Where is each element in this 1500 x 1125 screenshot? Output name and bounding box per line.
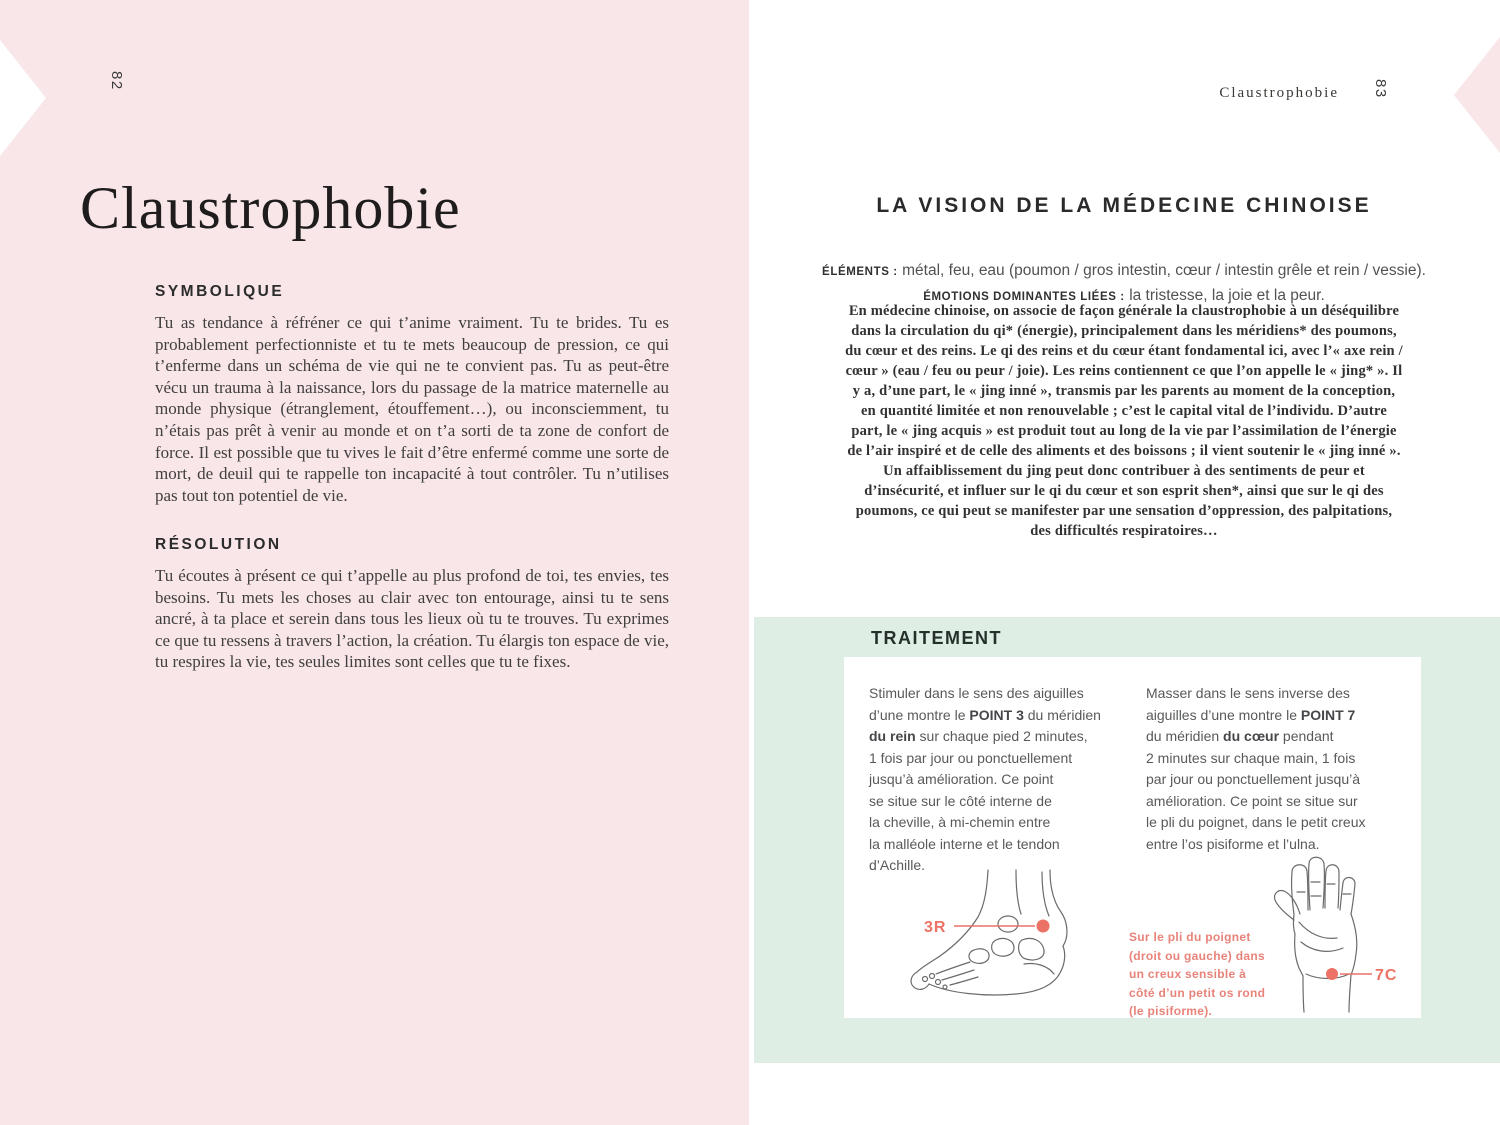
chinese-medicine-paragraph: En médecine chinoise, on associe de façon générale la claustrophobie à un déséquilibre dans la circulation du qi* (énergie), principalement dans les méridiens* des poumons, du cœur et des reins. Le qi des reins et du cœur étant fondamental ici, avec l’« axe rein / cœur » (eau / feu ou peur / joie). Les reins contiennent ce que l’on appelle le « jing* ». Il y a, d’une part, le « jing inné », transmis par les parents au moment de la conception, en quantité limitée et non renouvelable ; c’est le capital vital de l’individu. D’autre part, le « jing acquis » est produit tout au long de la vie par l’assimilation de l’énergie de l’air inspiré et de celle des aliments et des boissons ; il vient soutenir le « jing inné ». Un affaiblissement du jing peut donc contribuer à des sentiments de peur et d’insécurité, et influer sur le qi du cœur et son esprit shen*, ainsi que sur le qi des poumons, ce qui peut se manifester par une sensation d’oppression, des palpitations, des difficultés respiratoires… bbox=[845, 303, 1403, 539]
elements-value: métal, feu, eau (poumon / gros intestin, cœur / intestin grêle et rein / vessie). bbox=[902, 262, 1426, 279]
treatment-left-column: Stimuler dans le sens des aiguilles d’une montre le POINT 3 du méridien du rein sur chaque pied 2 minutes, 1 fois par jour ou ponctuellement jusqu’à amélioration. Ce point se situe sur le côté interne de la cheville, à mi-chemin entre la malléole interne et le tendon d’Achille. bbox=[869, 685, 1101, 873]
page-number-right: 83 bbox=[1372, 79, 1389, 99]
elements-line bbox=[769, 259, 1479, 284]
resolution-heading: RÉSOLUTION bbox=[155, 536, 282, 553]
chinese-medicine-title: LA VISION DE LA MÉDECINE CHINOISE bbox=[876, 194, 1372, 217]
treatment-right-column: Masser dans le sens inverse des aiguilles d’une montre le POINT 7 du méridien du cœur pendant 2 minutes sur chaque main, 1 fois par jour ou ponctuellement jusqu’à amélioration. Ce point se situe sur le pli du poignet, dans le petit creux entre l’os pisiforme et l’ulna. bbox=[1146, 685, 1366, 852]
elements-label: ÉLÉMENTS : bbox=[822, 266, 898, 278]
hand-acupoint-dot bbox=[1326, 968, 1338, 980]
hand-point-label: 7C bbox=[1375, 967, 1398, 984]
hand-point-note: Sur le pli du poignet (droit ou gauche) dans un creux sensible à côté d’un petit os rond (le pisiforme). bbox=[1129, 930, 1266, 1018]
foot-acupoint-dot bbox=[1037, 920, 1050, 933]
phobia-title: Claustrophobie bbox=[80, 175, 461, 241]
symbolique-paragraph: Tu as tendance à réfréner ce qui t’anime vraiment. Tu te brides. Tu es probablement perfectionniste et tu te mets beaucoup de pression, ce qui t’enferme dans un schéma de vie qui ne te convient pas. Tu as peut-être vécu un trauma à la naissance, lors du passage de la matrice maternelle au monde physique (étranglement, étouffement…), ou inconsciemment, tu n’étais pas prêt à venir au monde et on t’a sorti de ta zone de confort de force. Il est possible que tu vives le fait d’être enfermé comme une sorte de mort, de deuil qui te rappelle ton incapacité à tout contrôler. Tu n’utilises pas tout ton potentiel de vie. bbox=[155, 313, 669, 505]
page-corner-arrow-right-icon bbox=[1454, 37, 1500, 153]
treatment-heading: TRAITEMENT bbox=[871, 628, 1002, 648]
treatment-section bbox=[754, 617, 1500, 1063]
page-corner-arrow-left-icon bbox=[0, 40, 46, 156]
emotions-label: ÉMOTIONS DOMINANTES LIÉES : bbox=[923, 291, 1125, 303]
left-page bbox=[0, 0, 749, 1125]
emotions-value: la tristesse, la joie et la peur. bbox=[1129, 287, 1325, 304]
treatment-card bbox=[844, 657, 1421, 1018]
running-head: Claustrophobie bbox=[1219, 85, 1339, 101]
symbolique-heading: SYMBOLIQUE bbox=[155, 283, 285, 300]
foot-point-label: 3R bbox=[924, 919, 947, 936]
page-number-left: 82 bbox=[108, 71, 125, 91]
right-page bbox=[749, 0, 1500, 1125]
foot-illustration bbox=[904, 862, 1094, 1002]
resolution-paragraph: Tu écoutes à présent ce qui t’appelle au plus profond de toi, tes envies, tes besoins. Tu mets les choses au clair avec ton entourage, ainsi tu te sens ancré, à ta place et serein dans tous les lieux où tu te trouves. Tu exprimes ce que tu ressens à travers l’action, la création. Tu élargis ton espace de vie, tu respires la vie, tes seules limites sont celles que tu te fixes. bbox=[155, 566, 669, 672]
